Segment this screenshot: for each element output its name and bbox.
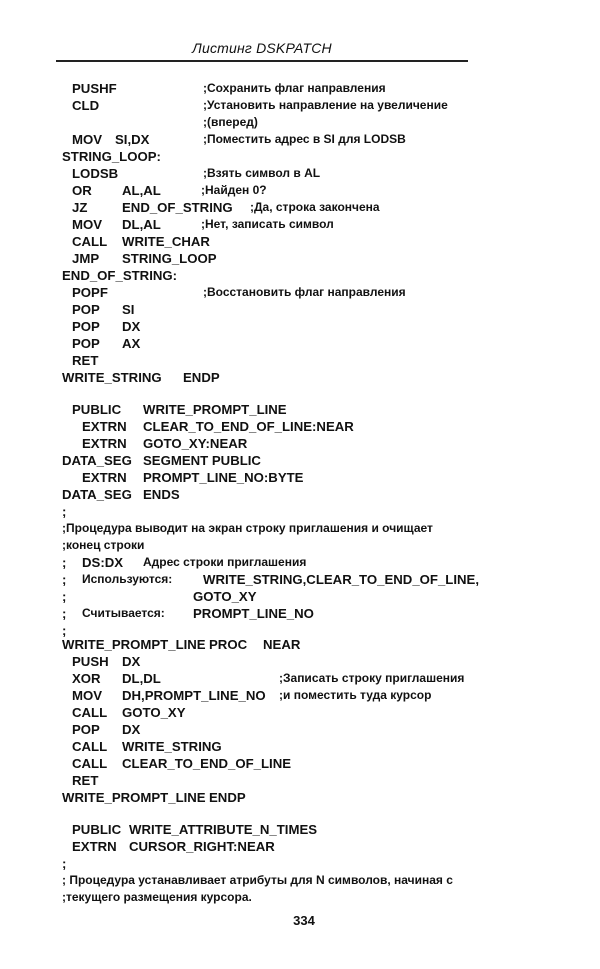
code-token: GOTO_XY:NEAR — [143, 436, 248, 451]
code-line — [0, 418, 600, 435]
code-line — [0, 335, 600, 352]
code-token: EXTRN — [82, 470, 127, 485]
code-comment: ;Взять символ в AL — [203, 166, 321, 180]
code-token: PUBLIC — [72, 402, 122, 417]
code-token: CALL — [72, 739, 108, 754]
code-line — [0, 636, 600, 653]
code-comment: ;Поместить адрес в SI для LODSB — [203, 132, 406, 146]
code-line — [0, 554, 600, 571]
code-line — [0, 233, 600, 250]
code-line — [0, 605, 600, 622]
code-token: RET — [72, 353, 99, 368]
code-token: DL,AL — [122, 217, 161, 232]
code-token: DS:DX — [82, 555, 124, 570]
code-token: AL,AL — [122, 183, 161, 198]
code-line — [0, 738, 600, 755]
code-token: WRITE_STRING,CLEAR_TO_END_OF_LINE, — [203, 572, 479, 587]
code-token: WRITE_STRING — [122, 739, 222, 754]
code-token: OR — [72, 183, 92, 198]
code-token: PROC — [209, 637, 248, 652]
code-token: XOR — [72, 671, 101, 686]
code-line — [0, 267, 600, 284]
code-token: STRING_LOOP: — [62, 149, 161, 164]
code-line — [0, 571, 600, 588]
code-token: DATA_SEG — [62, 487, 132, 502]
code-line — [0, 199, 600, 216]
code-line — [0, 838, 600, 855]
code-line — [0, 889, 600, 906]
code-token: CLEAR_TO_END_OF_LINE — [122, 756, 292, 771]
code-token: DX — [122, 319, 141, 334]
code-line — [0, 148, 600, 165]
code-line — [0, 588, 600, 605]
code-token: WRITE_STRING — [62, 370, 162, 385]
code-line — [0, 318, 600, 335]
code-line — [0, 670, 600, 687]
code-line — [0, 114, 600, 131]
code-token: ; — [62, 504, 67, 519]
code-token: SI,DX — [115, 132, 150, 147]
code-comment: Считывается: — [82, 606, 165, 620]
code-token: JZ — [72, 200, 88, 215]
running-header: Листинг DSKPATCH — [192, 40, 332, 56]
code-line — [0, 352, 600, 369]
code-comment: ;Восстановить флаг направления — [203, 285, 406, 299]
code-token: PROMPT_LINE_NO:BYTE — [143, 470, 304, 485]
code-line — [0, 789, 600, 806]
code-token: PUSHF — [72, 81, 117, 96]
code-comment: ;Установить направление на увеличение — [203, 98, 448, 112]
code-token: ; — [62, 606, 67, 621]
code-comment: ;Нет, записать символ — [201, 217, 334, 231]
code-line — [0, 182, 600, 199]
code-line — [0, 97, 600, 114]
code-token: WRITE_PROMPT_LINE — [62, 790, 206, 805]
code-line — [0, 216, 600, 233]
code-token: WRITE_PROMPT_LINE — [62, 637, 206, 652]
code-line — [0, 721, 600, 738]
code-line — [0, 653, 600, 670]
code-token: POP — [72, 336, 100, 351]
code-token: ; — [62, 555, 67, 570]
code-line — [0, 284, 600, 301]
code-token: CALL — [72, 756, 108, 771]
code-comment: ; Процедура устанавливает атрибуты для N символов, начиная с — [62, 873, 453, 887]
code-token: ENDS — [143, 487, 180, 502]
code-token: MOV — [72, 688, 103, 703]
code-comment: ;Записать строку приглашения — [279, 671, 465, 685]
code-token: DATA_SEG — [62, 453, 132, 468]
code-comment: ;Процедура выводит на экран строку приглашения и очищает — [62, 521, 433, 535]
code-token: ENDP — [209, 790, 246, 805]
code-line — [0, 401, 600, 418]
code-token: NEAR — [263, 637, 301, 652]
code-line — [0, 250, 600, 267]
code-token: RET — [72, 773, 99, 788]
code-token: CALL — [72, 705, 108, 720]
code-line — [0, 704, 600, 721]
code-token: EXTRN — [72, 839, 117, 854]
code-token: DX — [122, 722, 141, 737]
code-token: GOTO_XY — [193, 589, 257, 604]
code-token: PUBLIC — [72, 822, 122, 837]
code-comment: ;Сохранить флаг направления — [203, 81, 386, 95]
code-token: CLEAR_TO_END_OF_LINE:NEAR — [143, 419, 354, 434]
code-comment: Используются: — [82, 572, 173, 586]
code-token: END_OF_STRING: — [62, 268, 178, 283]
code-line — [0, 435, 600, 452]
code-token: GOTO_XY — [122, 705, 186, 720]
code-token: POP — [72, 319, 100, 334]
code-token: WRITE_PROMPT_LINE — [143, 402, 287, 417]
code-token: POP — [72, 722, 100, 737]
code-token: STRING_LOOP — [122, 251, 217, 266]
code-token: CURSOR_RIGHT:NEAR — [129, 839, 275, 854]
code-token: EXTRN — [82, 419, 127, 434]
code-line — [0, 165, 600, 182]
code-line — [0, 301, 600, 318]
code-line — [0, 772, 600, 789]
code-comment: ;Найден 0? — [201, 183, 267, 197]
page-number: 334 — [293, 913, 315, 928]
code-line — [0, 452, 600, 469]
code-token: JMP — [72, 251, 100, 266]
code-token: EXTRN — [82, 436, 127, 451]
code-token: DL,DL — [122, 671, 161, 686]
code-token: CALL — [72, 234, 108, 249]
code-line — [0, 855, 600, 872]
code-comment: ;(вперед) — [203, 115, 258, 129]
code-token: SEGMENT PUBLIC — [143, 453, 261, 468]
code-token: MOV — [72, 217, 103, 232]
code-token: DH,PROMPT_LINE_NO — [122, 688, 266, 703]
code-line — [0, 486, 600, 503]
code-token: WRITE_ATTRIBUTE_N_TIMES — [129, 822, 318, 837]
code-token: DX — [122, 654, 141, 669]
code-line — [0, 503, 600, 520]
code-token: PUSH — [72, 654, 109, 669]
code-comment: ;текущего размещения курсора. — [62, 890, 252, 904]
code-line — [0, 687, 600, 704]
code-token: ; — [62, 589, 67, 604]
code-line — [0, 755, 600, 772]
code-token: ; — [62, 572, 67, 587]
code-comment: ;и поместить туда курсор — [279, 688, 432, 702]
code-line — [0, 80, 600, 97]
code-token: ; — [62, 856, 67, 871]
code-comment: ;конец строки — [62, 538, 145, 552]
code-token: MOV — [72, 132, 103, 147]
code-line — [0, 469, 600, 486]
code-line — [0, 131, 600, 148]
code-line — [0, 872, 600, 889]
code-comment: ;Да, строка закончена — [250, 200, 380, 214]
code-token: END_OF_STRING — [122, 200, 233, 215]
code-line — [0, 821, 600, 838]
code-comment: Адрес строки приглашения — [143, 555, 307, 569]
code-token: WRITE_CHAR — [122, 234, 210, 249]
code-line — [0, 537, 600, 554]
code-token: PROMPT_LINE_NO — [193, 606, 314, 621]
code-token: AX — [122, 336, 141, 351]
code-token: LODSB — [72, 166, 119, 181]
code-token: CLD — [72, 98, 100, 113]
code-line — [0, 520, 600, 537]
code-token: ; — [62, 623, 67, 638]
code-token: ENDP — [183, 370, 220, 385]
code-token: POPF — [72, 285, 108, 300]
code-line — [0, 369, 600, 386]
header-rule — [56, 60, 468, 62]
code-token: SI — [122, 302, 135, 317]
code-token: POP — [72, 302, 100, 317]
